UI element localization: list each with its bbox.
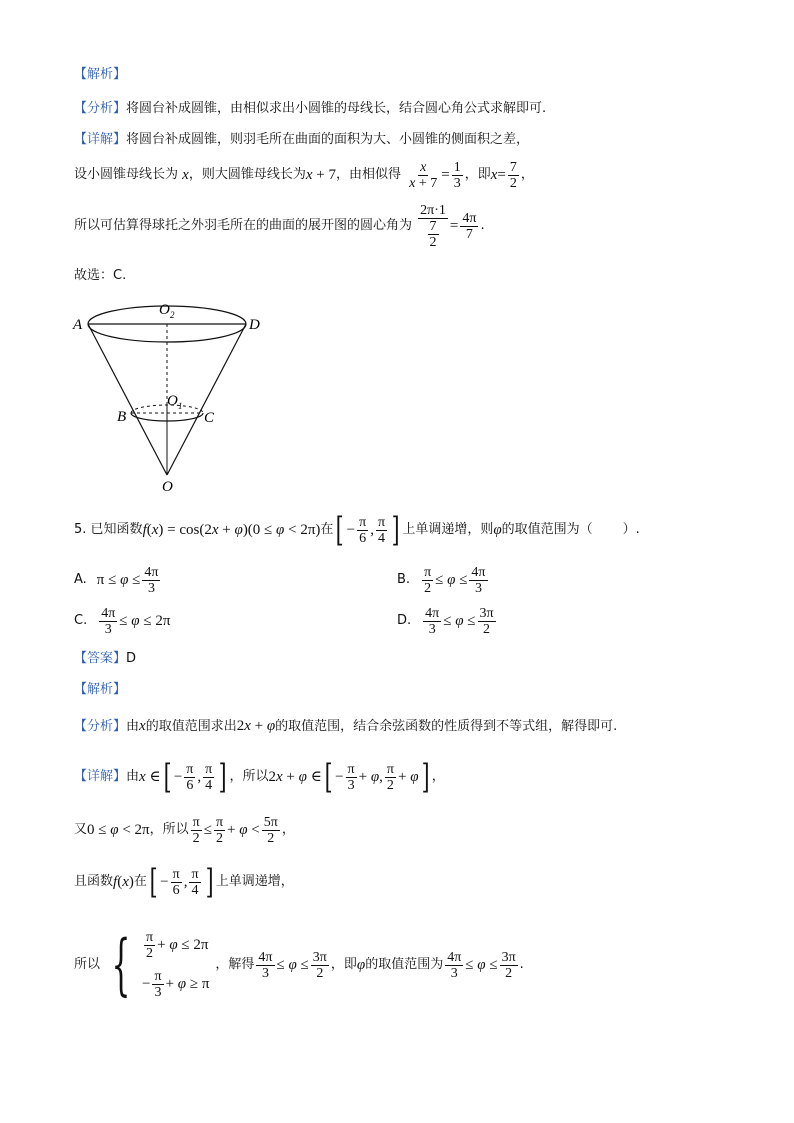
q5-stem-c: 上单调递增，则 xyxy=(402,522,494,537)
cone-figure xyxy=(70,295,270,495)
frac-pi-6: $\frac{\pi}{6}$ xyxy=(359,514,367,546)
option-C: C. $\frac{4\pi}{3}$ ≤ φ ≤ 2π xyxy=(74,605,171,637)
line2-text-b: ，则大圆锥母线长为 xyxy=(188,167,306,182)
line2-text-d: ，即 xyxy=(464,167,491,182)
q5-detail-label: 【详解】 xyxy=(74,769,127,784)
frac-pi-4: $\frac{\pi}{4}$ xyxy=(377,514,386,546)
label-O2: O xyxy=(159,302,170,318)
parse-heading: 【解析】 xyxy=(74,67,127,82)
detail-line-1 xyxy=(74,131,529,149)
label-B: B xyxy=(117,409,127,425)
q5-detail-1: 【详解】由x ∈[ − $\frac{\pi}{6}$ , $\frac{\pi}{4}$ ] ，所以2x + φ ∈[ − $\frac{\pi}{3}$ + φ, $\frac{\pi}{2}$ + φ] ， xyxy=(74,757,445,797)
analysis-label: 【分析】 xyxy=(74,101,127,116)
label-C: C xyxy=(204,410,215,426)
answer-line: 故选：C. xyxy=(74,268,127,283)
line3-end: . xyxy=(480,218,485,233)
analysis-line xyxy=(74,100,546,118)
q5-analysis-label: 【分析】 xyxy=(74,719,127,734)
option-B-letter: B. xyxy=(397,572,411,587)
q5-stem: 5. 已知函数f(x) = cos(2x + φ)(0 ≤ φ < 2π)在[ − $\frac{\pi}{6}$ , $\frac{\pi}{4}$ ] 上单调递增，则φ的取值范围为（ ）. xyxy=(74,510,640,550)
inequality-system: $\frac{\pi}{2}$ + φ ≤ 2π − $\frac{\pi}{3}$ + φ ≥ π xyxy=(142,930,210,1000)
answer-label: 【答案】 xyxy=(74,651,127,666)
q5-stem-b: 在 xyxy=(320,522,334,537)
line2-text-c: ，由相似得 xyxy=(335,167,401,182)
frac-7-2: $\frac{7}{2}$ xyxy=(509,159,517,191)
expr-x-plus-7: x + 7 xyxy=(305,167,336,183)
q5-stem-d: 的取值范围为（ xyxy=(501,522,593,537)
generatrix-left xyxy=(88,324,167,475)
q5-parse-heading: 【解析】 xyxy=(74,682,127,697)
q5-number: 5. xyxy=(74,522,87,537)
label-O1-sub: 1 xyxy=(178,401,183,411)
frac-4pi-7: $\frac{4\pi}{7}$ xyxy=(462,210,477,242)
q5-answer xyxy=(74,650,136,668)
generatrix-right xyxy=(167,324,246,475)
detail-text: 将圆台补成圆锥，则羽毛所在曲面的面积为大、小圆锥的侧面积之差， xyxy=(126,132,530,147)
label-O2-sub: 2 xyxy=(170,310,175,320)
option-D: D. $\frac{4\pi}{3}$ ≤ φ ≤ $\frac{3\pi}{2}$ xyxy=(397,605,494,637)
option-A: A. π ≤ φ ≤ $\frac{4\pi}{3}$ xyxy=(74,564,159,596)
line3-text: 所以可估算得球托之外羽毛所在的曲面的展开图的圆心角为 xyxy=(74,218,413,233)
q5-stem-e: ）. xyxy=(622,522,640,537)
label-A: A xyxy=(73,317,83,333)
option-C-letter: C. xyxy=(74,613,88,628)
frac-x-over-x7: $\frac{x}{x + 7}$ xyxy=(409,159,438,191)
detail-line-3: 所以可估算得球托之外羽毛所在的曲面的展开图的圆心角为 $\frac{2\pi\cdot 1}{\frac{7}{2}}$ = $\frac{4\pi}{7}$ . xyxy=(74,202,485,250)
analysis-text: 将圆台补成圆锥，由相似求出小圆锥的母线长，结合圆心角公式求解即可. xyxy=(126,101,547,116)
option-B: B. $\frac{\pi}{2}$ ≤ φ ≤ $\frac{4\pi}{3}$ xyxy=(397,564,486,596)
detail-label: 【详解】 xyxy=(74,132,127,147)
detail-line-2: 设小圆锥母线长为 x，则大圆锥母线长为x + 7，由相似得 $\frac{x}{x + 7}$ = $\frac{1}{3}$ ，即x= $\frac{7}{2}$ ， xyxy=(74,159,534,191)
q5-analysis: 【分析】由x的取值范围求出2x + φ的取值范围，结合余弦函数的性质得到不等式组，解得即可. xyxy=(74,718,618,734)
q5-detail-3: 且函数f(x)在[ − $\frac{\pi}{6}$ , $\frac{\pi}{4}$ ] 上单调递增， xyxy=(74,862,294,902)
answer-value: D xyxy=(126,651,137,666)
frac-compound-angle: $\frac{2\pi\cdot 1}{\frac{7}{2}}$ xyxy=(420,202,446,250)
q5-function: f(x) = cos(2x + φ)(0 ≤ φ < 2π) xyxy=(142,522,321,538)
line2-text-e: ， xyxy=(520,167,534,182)
q5-stem-a: 已知函数 xyxy=(90,522,143,537)
var-x: x xyxy=(182,167,189,183)
option-D-letter: D. xyxy=(397,613,412,628)
q5-detail-2: 又0 ≤ φ < 2π，所以 $\frac{\pi}{2}$ ≤ $\frac{\pi}{2}$ + φ < $\frac{5\pi}{2}$ ， xyxy=(74,814,295,846)
label-O1: O xyxy=(167,393,178,409)
label-O: O xyxy=(162,479,173,495)
label-D: D xyxy=(249,317,260,333)
q5-detail-4: 所以 { $\frac{\pi}{2}$ + φ ≤ 2π − $\frac{\pi}{3}$ + φ ≥ π ，解得 $\frac{4\pi}{3}$ ≤ φ ≤ $\frac{3\pi}{2}$ ，即φ的取值范围为 $\frac{4\pi}{3}$ ≤ φ ≤ $\frac{3\pi}{2}$ . xyxy=(74,926,524,1003)
option-A-letter: A. xyxy=(74,572,87,587)
line2-text-a: 设小圆锥母线长为 xyxy=(74,167,179,182)
frac-1-3: $\frac{1}{3}$ xyxy=(453,159,461,191)
